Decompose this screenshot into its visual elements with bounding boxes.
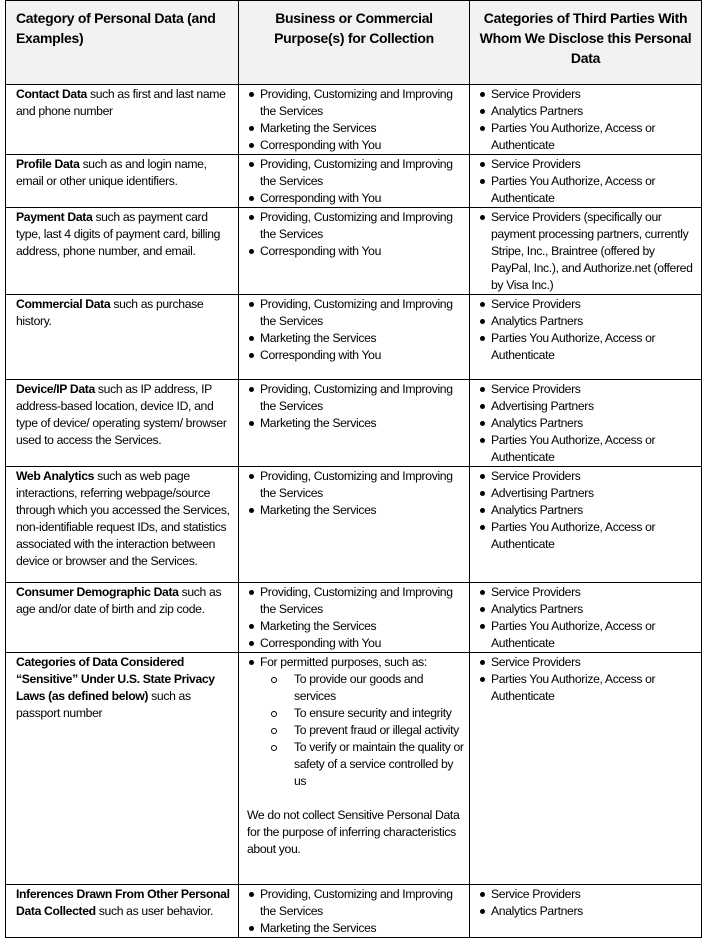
category-name: Web Analytics	[16, 469, 95, 483]
third-party-item: Analytics Partners	[478, 502, 696, 519]
third-party-item: Analytics Partners	[478, 601, 696, 618]
purpose-cell	[239, 467, 470, 583]
category-name: Commercial Data	[16, 297, 111, 311]
third-party-item: Parties You Authorize, Access or Authenticate	[478, 618, 696, 652]
third-party-item: Service Providers	[478, 381, 696, 398]
purpose-item: Marketing the Services	[247, 120, 464, 137]
category-name: Consumer Demographic Data	[16, 585, 179, 599]
purpose-subitem: To prevent fraud or illegal activity	[247, 722, 464, 739]
table-row-sensitive-data	[6, 653, 702, 885]
purpose-cell	[239, 295, 470, 380]
category-name: Categories of Data Considered “Sensitive” Under U.S. State Privacy Laws (as defined below)	[16, 655, 215, 703]
purpose-item: Providing, Customizing and Improving the Services	[247, 886, 464, 920]
third-party-item: Service Providers	[478, 654, 696, 671]
third-party-item: Parties You Authorize, Access or Authenticate	[478, 519, 696, 553]
category-examples: such as age and/or date of birth and zip code.	[16, 585, 222, 616]
category-examples: such as payment card type, last 4 digits of payment card, billing address, phone number, and email.	[16, 210, 221, 258]
category-cell	[6, 380, 239, 467]
purpose-item: Providing, Customizing and Improving the Services	[247, 296, 464, 330]
table-row-inferences	[6, 885, 702, 938]
third-party-cell	[470, 583, 702, 653]
category-examples: such as first and last name and phone number	[16, 87, 226, 118]
purpose-item: Providing, Customizing and Improving the Services	[247, 584, 464, 618]
category-examples: such as web page interactions, referring webpage/source through which you accessed the Services, non-identifiable request IDs, and statistics associated with the interaction between device or browser and the Services.	[16, 469, 230, 568]
third-party-item: Service Providers	[478, 886, 696, 903]
purpose-cell	[239, 653, 470, 885]
third-party-cell	[470, 155, 702, 208]
third-party-item: Parties You Authorize, Access or Authenticate	[478, 671, 696, 705]
third-party-item: Parties You Authorize, Access or Authenticate	[478, 330, 696, 364]
table-row-commercial-data	[6, 295, 702, 380]
category-cell	[6, 885, 239, 938]
table-row-consumer-demographic-data	[6, 583, 702, 653]
table-header-row	[6, 1, 702, 85]
purpose-item: Providing, Customizing and Improving the Services	[247, 209, 464, 243]
purpose-item: Corresponding with You	[247, 243, 464, 260]
purpose-item: Marketing the Services	[247, 330, 464, 347]
table-row-device-ip-data	[6, 380, 702, 467]
third-party-item: Advertising Partners	[478, 398, 696, 415]
third-party-cell	[470, 885, 702, 938]
third-party-item: Service Providers	[478, 584, 696, 601]
third-party-item: Service Providers	[478, 156, 696, 173]
category-cell	[6, 85, 239, 155]
third-party-item: Service Providers	[478, 296, 696, 313]
purpose-cell	[239, 155, 470, 208]
third-party-item: Analytics Partners	[478, 415, 696, 432]
purpose-subitem: To verify or maintain the quality or safety of a service controlled by us	[247, 739, 464, 790]
purpose-item	[247, 654, 464, 671]
purpose-cell	[239, 885, 470, 938]
category-name: Inferences Drawn From Other Personal Data Collected	[16, 887, 230, 918]
third-party-item: Analytics Partners	[478, 103, 696, 120]
third-party-item: Parties You Authorize, Access or Authenticate	[478, 432, 696, 466]
category-cell	[6, 208, 239, 295]
third-party-cell	[470, 467, 702, 583]
table-row-payment-data	[6, 208, 702, 295]
purpose-lead: For permitted purposes, such as:	[260, 655, 427, 669]
purpose-item: Marketing the Services	[247, 502, 464, 519]
category-cell	[6, 653, 239, 885]
category-cell	[6, 583, 239, 653]
purpose-item: Corresponding with You	[247, 190, 464, 207]
purpose-subitem: To provide our goods and services	[247, 671, 464, 705]
table-row-contact-data	[6, 85, 702, 155]
third-party-item: Advertising Partners	[478, 485, 696, 502]
purpose-cell	[239, 208, 470, 295]
category-name: Payment Data	[16, 210, 93, 224]
category-cell	[6, 295, 239, 380]
third-party-item: Analytics Partners	[478, 313, 696, 330]
purpose-item: Providing, Customizing and Improving the Services	[247, 468, 464, 502]
purpose-item: Corresponding with You	[247, 635, 464, 652]
purpose-cell	[239, 380, 470, 467]
third-party-cell	[470, 85, 702, 155]
third-party-item: Service Providers (specifically our payment processing partners, currently Stripe, Inc., Braintree (offered by PayPal, Inc.), and Authorize.net (offered by Visa Inc.)	[478, 209, 696, 294]
category-examples: such as user behavior.	[95, 904, 214, 918]
third-party-cell	[470, 653, 702, 885]
table-row-profile-data	[6, 155, 702, 208]
table-row-web-analytics	[6, 467, 702, 583]
category-examples: such as and login name, email or other unique identifiers.	[16, 157, 207, 188]
category-examples: such as purchase history.	[16, 297, 204, 328]
header-purpose: Business or Commercial Purpose(s) for Collection	[239, 1, 470, 85]
personal-data-table	[5, 0, 702, 938]
purpose-item: Providing, Customizing and Improving the Services	[247, 156, 464, 190]
third-party-item: Parties You Authorize, Access or Authenticate	[478, 120, 696, 154]
third-party-item: Parties You Authorize, Access or Authenticate	[478, 173, 696, 207]
third-party-cell	[470, 380, 702, 467]
purpose-cell	[239, 85, 470, 155]
purpose-item: Marketing the Services	[247, 920, 464, 937]
third-party-item: Service Providers	[478, 86, 696, 103]
category-examples: such as IP address, IP address-based location, device ID, and type of device/ operating system/ browser used to access the Services.	[16, 382, 227, 447]
category-cell	[6, 155, 239, 208]
purpose-item: Providing, Customizing and Improving the Services	[247, 381, 464, 415]
purpose-item: Marketing the Services	[247, 415, 464, 432]
purpose-item: Corresponding with You	[247, 347, 464, 364]
category-name: Contact Data	[16, 87, 87, 101]
purpose-cell	[239, 583, 470, 653]
category-name: Profile Data	[16, 157, 80, 171]
category-cell	[6, 467, 239, 583]
category-name: Device/IP Data	[16, 382, 95, 396]
purpose-item: Providing, Customizing and Improving the Services	[247, 86, 464, 120]
third-party-item: Analytics Partners	[478, 903, 696, 920]
header-category: Category of Personal Data (and Examples)	[6, 1, 239, 85]
purpose-item: Corresponding with You	[247, 137, 464, 154]
third-party-cell	[470, 295, 702, 380]
sensitive-data-note: We do not collect Sensitive Personal Data for the purpose of inferring characteristics about you.	[247, 808, 460, 856]
category-examples: such as passport number	[16, 689, 191, 720]
third-party-item: Service Providers	[478, 468, 696, 485]
purpose-item: Marketing the Services	[247, 618, 464, 635]
header-third-parties: Categories of Third Parties With Whom We Disclose this Personal Data	[470, 1, 702, 85]
purpose-subitem: To ensure security and integrity	[247, 705, 464, 722]
third-party-cell	[470, 208, 702, 295]
